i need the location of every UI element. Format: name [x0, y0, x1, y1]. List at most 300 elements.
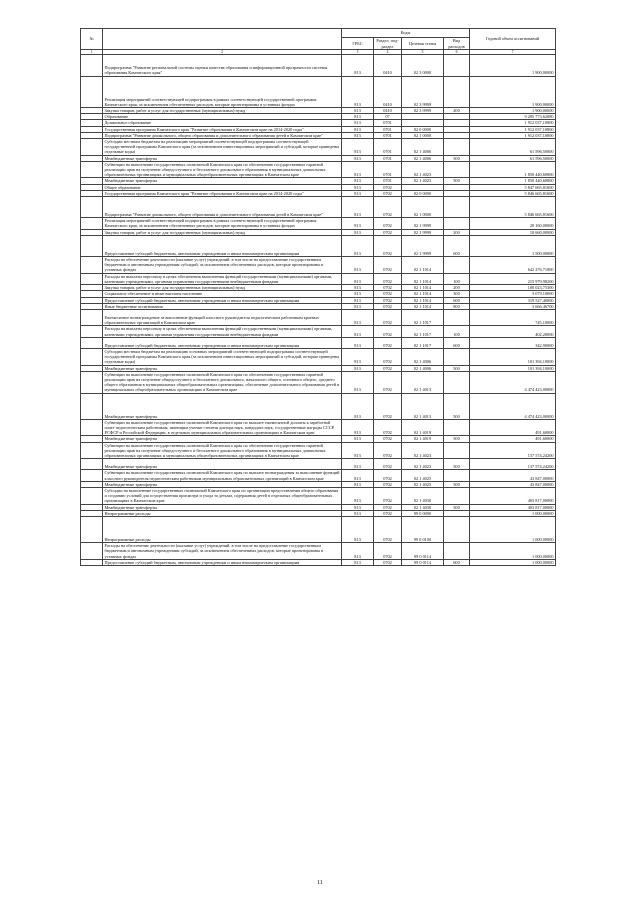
column-number: 7: [470, 50, 556, 55]
row-grbs: 813: [342, 126, 374, 132]
row-amount: 1 850 440,60800: [470, 161, 556, 178]
header-target: Целевая статья: [402, 38, 444, 50]
row-target: 02 3 0000: [402, 55, 444, 76]
row-name: Расходы на обеспечение деятельности (оказание услуг) учреждений, в том числе на предоставление государственным бюджетным и автономным учреждениям субсидий, за исключением обеспеченных расходов, которые проектированы в уставных фондах: [103, 257, 342, 274]
row-amount: 61 596,50000: [470, 155, 556, 161]
row-name: Подпрограмма "Развитие дошкольного, общего образования и дополнительного образования детей в Камчатском крае": [103, 197, 342, 218]
row-expense-type: [444, 487, 470, 504]
row-section: 0701: [374, 139, 402, 156]
row-amount: 4 474 423,00000: [470, 393, 556, 419]
row-number: [81, 487, 103, 504]
row-grbs: 813: [342, 184, 374, 190]
row-name: Субвенции на выполнение государственных полномочий Камчатского края по обеспечению государственных гарантий реализации прав на получение общедоступного и бесплатного дошкольного, начального общего, основного общего, среднего общего образования в муниципальных общеобразовательных организациях, обеспечение дополнительного образования детей в муниципальных общеобразовательных организациях в Камчатском крае: [103, 371, 342, 393]
row-target: 02 1 4019: [402, 419, 444, 436]
row-amount: 342,90000: [470, 337, 556, 348]
row-target: 02 1 0000: [402, 197, 444, 218]
row-amount: 101 394,10000: [470, 365, 556, 371]
row-number: [81, 161, 103, 178]
row-grbs: 813: [342, 559, 374, 565]
row-expense-type: [444, 309, 470, 325]
row-name: Иные бюджетные ассигнования: [103, 303, 342, 309]
row-expense-type: 500: [444, 178, 470, 184]
table-row: [81, 197, 556, 218]
row-section: 0702: [374, 218, 402, 229]
row-expense-type: 800: [444, 303, 470, 309]
row-target: 02 1 9999: [402, 235, 444, 256]
table-row: [81, 419, 556, 436]
row-target: 02 1 1014: [402, 303, 444, 309]
row-name: Закупка товаров, работ и услуг для государственных (муниципальных) нужд: [103, 108, 342, 114]
row-section: 0702: [374, 257, 402, 274]
row-number: [81, 197, 103, 218]
row-target: 02 1 4006: [402, 348, 444, 365]
row-amount: 20 160,00000: [470, 218, 556, 229]
row-section: 0410: [374, 108, 402, 114]
row-target: 02 1 4030: [402, 487, 444, 504]
row-section: 0410: [374, 76, 402, 107]
row-name: Межбюджетные трансферты: [103, 436, 342, 442]
column-number: 6: [444, 50, 470, 55]
row-name: Предоставление субсидий бюджетным, автономным учреждениям и иным некоммерческим организациям: [103, 235, 342, 256]
table-row: [81, 218, 556, 229]
row-expense-type: [444, 419, 470, 436]
row-number: [81, 543, 103, 560]
row-amount: 215 979,98200: [470, 273, 556, 284]
budget-page: [80, 28, 555, 566]
table-row: [81, 348, 556, 365]
row-target: 02 1 1014: [402, 273, 444, 284]
row-target: 02 1 4023: [402, 459, 444, 470]
row-section: 0702: [374, 436, 402, 442]
row-expense-type: 500: [444, 504, 470, 510]
table-row: [81, 309, 556, 325]
row-amount: 1 000,00000: [470, 543, 556, 560]
table-row: [81, 371, 556, 393]
row-grbs: 813: [342, 303, 374, 309]
row-section: 0702: [374, 326, 402, 337]
row-grbs: 813: [342, 470, 374, 481]
row-section: 0702: [374, 559, 402, 565]
row-grbs: 813: [342, 309, 374, 325]
row-target: 02 1 4023: [402, 161, 444, 178]
row-grbs: 813: [342, 190, 374, 196]
row-expense-type: [444, 470, 470, 481]
row-grbs: 813: [342, 365, 374, 371]
row-number: [81, 139, 103, 156]
row-expense-type: 500: [444, 365, 470, 371]
row-target: 02 3 9999: [402, 108, 444, 114]
row-expense-type: 500: [444, 481, 470, 487]
row-grbs: 813: [342, 273, 374, 284]
row-amount: 3 079,10000: [470, 291, 556, 297]
budget-table: [80, 28, 556, 566]
row-expense-type: 500: [444, 393, 470, 419]
row-name: Реализация мероприятий соответствующей подпрограммы в рамках соответствующей государственной программы Камчатского края, за исключением обеспеченных расходов, которые проектированы в уставных фондах: [103, 218, 342, 229]
row-number: [81, 559, 103, 565]
row-name: Субвенции на выполнение государственных полномочий Камчатского края по выплате вознаграждения за выполнение функций классного руководителя педагогическим работникам муниципальных образовательных организаций в Камчатском крае: [103, 470, 342, 481]
row-name: Субсидии местным бюджетам на реализацию мероприятий соответствующей подпрограммы соответствующей государственной программы Камчатского края (за исключением инвестиционных мероприятий и субсидий, которые приведены отдельные коды): [103, 139, 342, 156]
row-section: 0702: [374, 419, 402, 436]
row-name: Субсидии местным бюджетам на реализацию основных мероприятий соответствующей подпрограммы соответствующей государственной программы Камчатского края (за исключением инвестиционных мероприятий и субсидий, которые приведены отдельные коды): [103, 348, 342, 365]
row-section: 0702: [374, 371, 402, 393]
row-name: Предоставление субсидий бюджетным, автономным учреждениям и иным некоммерческим организациям: [103, 559, 342, 565]
row-expense-type: [444, 218, 470, 229]
row-name: Расходы на выплаты персоналу в целях обеспечения выполнения функций государственными (муниципальными) органами, казенными учреждениями, органами управления государственными внебюджетными фондами: [103, 273, 342, 284]
row-name: Межбюджетные трансферты: [103, 504, 342, 510]
row-amount: 1 912 037,10800: [470, 120, 556, 126]
row-grbs: 813: [342, 504, 374, 510]
row-section: 0702: [374, 459, 402, 470]
row-name: Предоставление субсидий бюджетным, автономным учреждениям и иным некоммерческим организациям: [103, 297, 342, 303]
row-number: [81, 273, 103, 284]
row-target: 02 1 9999: [402, 218, 444, 229]
row-name: Закупка товаров, работ и услуг для государственных (муниципальных) нужд: [103, 285, 342, 291]
row-target: 02 1 4023: [402, 442, 444, 459]
row-number: [81, 309, 103, 325]
row-section: 0702: [374, 309, 402, 325]
row-name: Межбюджетные трансферты: [103, 155, 342, 161]
header-num: №: [81, 29, 103, 50]
row-amount: 403 817,00000: [470, 504, 556, 510]
row-section: 0702: [374, 393, 402, 419]
row-section: 0410: [374, 55, 402, 76]
row-grbs: 813: [342, 459, 374, 470]
row-name: Ежемесячное вознаграждение за выполнение функций классного руководителя педагогическим работникам краевых образовательных организаций в Камчатском крае: [103, 309, 342, 325]
row-section: 0702: [374, 303, 402, 309]
row-grbs: 813: [342, 337, 374, 348]
row-target: 02 3 9999: [402, 76, 444, 107]
row-amount: 9 285 773,62080: [470, 114, 556, 120]
row-section: 07: [374, 114, 402, 120]
row-expense-type: 300: [444, 291, 470, 297]
row-grbs: 813: [342, 178, 374, 184]
row-section: 0702: [374, 504, 402, 510]
row-expense-type: [444, 197, 470, 218]
row-section: 0702: [374, 470, 402, 481]
row-target: 99 0 0114: [402, 559, 444, 565]
row-name: Дошкольное образование: [103, 120, 342, 126]
row-target: 02 1 4025: [402, 481, 444, 487]
row-expense-type: 200: [444, 229, 470, 235]
row-name: Межбюджетные трансферты: [103, 393, 342, 419]
row-amount: 1 000,00000: [470, 510, 556, 516]
row-amount: 43 847,00000: [470, 470, 556, 481]
row-name: Межбюджетные трансферты: [103, 481, 342, 487]
row-grbs: 813: [342, 257, 374, 274]
row-grbs: 813: [342, 161, 374, 178]
row-expense-type: 100: [444, 326, 470, 337]
row-grbs: 813: [342, 348, 374, 365]
table-row: [81, 470, 556, 481]
row-expense-type: 600: [444, 337, 470, 348]
row-expense-type: [444, 76, 470, 107]
row-grbs: 813: [342, 120, 374, 126]
row-name: Образование: [103, 114, 342, 120]
row-expense-type: 500: [444, 155, 470, 161]
row-name: Социальное обеспечение и иные выплаты населению: [103, 291, 342, 297]
row-grbs: 813: [342, 291, 374, 297]
row-name: Закупка товаров, работ и услуг для государственных (муниципальных) нужд: [103, 229, 342, 235]
row-amount: 745,10000: [470, 309, 556, 325]
row-section: 0701: [374, 132, 402, 138]
row-section: 0702: [374, 297, 402, 303]
row-grbs: 813: [342, 517, 374, 543]
row-target: 99 0 0000: [402, 510, 444, 516]
table-row: [81, 543, 556, 560]
row-target: 02 1 4006: [402, 365, 444, 371]
row-expense-type: [444, 442, 470, 459]
row-number: [81, 371, 103, 393]
table-row: [81, 559, 556, 565]
row-grbs: 813: [342, 218, 374, 229]
row-name: Субвенции на выполнение государственных полномочий Камчатского края по обеспечению государственных гарантий реализации прав на получение общедоступного и бесплатного дошкольного образования в муниципальных дошкольных образовательных организациях и муниципальных общеобразовательных организациях в Камчатском крае: [103, 442, 342, 459]
header-expense-type: Вид расходов: [444, 38, 470, 50]
row-target: 02 1 4006: [402, 139, 444, 156]
row-expense-type: 500: [444, 459, 470, 470]
header-codes: Коды: [342, 29, 470, 38]
row-amount: 1 000,00000: [470, 559, 556, 565]
row-grbs: 813: [342, 393, 374, 419]
row-target: 02 1 4013: [402, 393, 444, 419]
table-row: [81, 459, 556, 470]
row-amount: 491,60000: [470, 419, 556, 436]
row-target: 99 0 0100: [402, 517, 444, 543]
table-row: [81, 337, 556, 348]
row-grbs: 813: [342, 235, 374, 256]
row-grbs: 813: [342, 419, 374, 436]
row-target: 02 1 4013: [402, 371, 444, 393]
row-expense-type: [444, 348, 470, 365]
row-target: 02 0 0000: [402, 190, 444, 196]
row-target: 99 0 0114: [402, 543, 444, 560]
row-amount: 403 817,00000: [470, 487, 556, 504]
row-name: Государственная программа Камчатского края "Развитие образования в Камчатском крае на 2014-2020 годы": [103, 190, 342, 196]
row-section: 0701: [374, 178, 402, 184]
row-amount: 5 847 665,81600: [470, 184, 556, 190]
row-expense-type: [444, 543, 470, 560]
row-amount: 137 574,24200: [470, 442, 556, 459]
row-grbs: 813: [342, 487, 374, 504]
row-expense-type: 600: [444, 297, 470, 303]
row-amount: 61 596,50000: [470, 139, 556, 156]
row-grbs: 813: [342, 76, 374, 107]
row-amount: 491,60000: [470, 436, 556, 442]
row-expense-type: [444, 55, 470, 76]
row-number: [81, 470, 103, 481]
table-row: [81, 326, 556, 337]
table-row: [81, 76, 556, 107]
row-amount: 4 474 423,00000: [470, 371, 556, 393]
row-grbs: 813: [342, 197, 374, 218]
row-section: 0701: [374, 155, 402, 161]
row-name: Расходы на обеспечение деятельности (оказание услуг) учреждений, в том числе на предоставление государственным бюджетным и автономным учреждениям субсидий, за исключением обеспеченных расходов, которые проектированы в уставных фондах: [103, 543, 342, 560]
row-target: 02 1 4025: [402, 470, 444, 481]
row-expense-type: [444, 517, 470, 543]
row-number: [81, 326, 103, 337]
row-grbs: 813: [342, 371, 374, 393]
row-number: [81, 517, 103, 543]
row-name: Непрограммные расходы: [103, 517, 342, 543]
row-name: Подпрограмма "Развитие дошкольного, общего образования и дополнительного образования детей в Камчатском крае": [103, 132, 342, 138]
row-name: Непрограммные расходы: [103, 510, 342, 516]
table-row: [81, 139, 556, 156]
row-number: [81, 393, 103, 419]
row-target: 02 1 4006: [402, 155, 444, 161]
row-target: 02 1 4023: [402, 178, 444, 184]
row-target: 02 1 1017: [402, 337, 444, 348]
row-amount: 18 660,00000: [470, 229, 556, 235]
column-number: 4: [374, 50, 402, 55]
row-grbs: 813: [342, 285, 374, 291]
row-target: 02 1 1017: [402, 326, 444, 337]
row-amount: 5 846 665,81600: [470, 190, 556, 196]
column-number: 2: [103, 50, 342, 55]
row-number: [81, 459, 103, 470]
table-row: [81, 273, 556, 284]
row-expense-type: 100: [444, 273, 470, 284]
row-section: 0702: [374, 348, 402, 365]
row-grbs: 813: [342, 543, 374, 560]
row-name: Межбюджетные трансферты: [103, 459, 342, 470]
row-amount: 1 912 037,10800: [470, 126, 556, 132]
row-target: 02 1 4030: [402, 504, 444, 510]
row-grbs: 813: [342, 132, 374, 138]
row-amount: 3 666,46700: [470, 303, 556, 309]
table-row: [81, 517, 556, 543]
row-amount: 1 000,00000: [470, 517, 556, 543]
row-amount: 1 900,00000: [470, 76, 556, 107]
row-section: 0702: [374, 229, 402, 235]
row-section: 0702: [374, 543, 402, 560]
header-razdel: Раздел, под-раздел: [374, 38, 402, 50]
row-section: 0702: [374, 273, 402, 284]
header-sum: Годовой объем ассигнований: [470, 29, 556, 50]
table-row: [81, 257, 556, 274]
row-target: 02 1 1014: [402, 297, 444, 303]
column-number: 3: [342, 50, 374, 55]
row-section: 0702: [374, 235, 402, 256]
row-name: Субвенции на выполнение государственных полномочий Камчатского края по выплате ежемесячной доплаты к заработной плате педагогическим работникам, имеющим ученые степени доктора наук, кандидата наук, государственные награды СССР, РСФСР и Российской Федерации, в отдельных муниципальных образовательных организациях в Камчатском крае: [103, 419, 342, 436]
row-expense-type: 200: [444, 108, 470, 114]
row-number: [81, 442, 103, 459]
row-section: 0701: [374, 120, 402, 126]
row-section: 0702: [374, 337, 402, 348]
column-number: 1: [81, 50, 103, 55]
row-grbs: 813: [342, 229, 374, 235]
row-expense-type: 500: [444, 436, 470, 442]
row-amount: 101 394,10000: [470, 348, 556, 365]
row-grbs: 813: [342, 442, 374, 459]
row-number: [81, 76, 103, 107]
row-target: 02 1 1014: [402, 257, 444, 274]
row-section: 0702: [374, 517, 402, 543]
row-expense-type: 600: [444, 235, 470, 256]
row-section: 0702: [374, 510, 402, 516]
column-number: 5: [402, 50, 444, 55]
table-row: [81, 442, 556, 459]
table-row: [81, 487, 556, 504]
row-name: Реализация мероприятий соответствующей подпрограммы в рамках соответствующей государственной программы Камчатского края, за исключением обеспеченных расходов, которые проектированы в уставных фондах: [103, 76, 342, 107]
row-amount: 1 912 037,10800: [470, 132, 556, 138]
row-number: [81, 55, 103, 76]
table-row: [81, 235, 556, 256]
row-number: [81, 337, 103, 348]
row-section: 0702: [374, 365, 402, 371]
row-name: Предоставление субсидий бюджетным, автономным учреждениям и иным некоммерческим организациям: [103, 337, 342, 348]
row-grbs: 813: [342, 297, 374, 303]
row-target: 02 1 0000: [402, 132, 444, 138]
row-target: 02 1 1014: [402, 291, 444, 297]
row-number: [81, 419, 103, 436]
row-expense-type: [444, 257, 470, 274]
row-number: [81, 348, 103, 365]
row-number: [81, 235, 103, 256]
row-target: 02 1 9999: [402, 229, 444, 235]
row-expense-type: [444, 161, 470, 178]
row-section: 0702: [374, 184, 402, 190]
row-amount: 1 850 440,60800: [470, 178, 556, 184]
header-name: [103, 29, 342, 50]
row-expense-type: [444, 139, 470, 156]
row-grbs: 813: [342, 108, 374, 114]
row-grbs: 813: [342, 114, 374, 120]
row-number: [81, 257, 103, 274]
row-section: 0702: [374, 481, 402, 487]
row-name: Государственная программа Камчатского края "Развитие образования в Камчатском крае на 2014-2020 годы": [103, 126, 342, 132]
table-row: [81, 55, 556, 76]
row-amount: 319 527,40000: [470, 297, 556, 303]
row-grbs: 813: [342, 326, 374, 337]
row-name: Расходы на выплаты персоналу в целях обеспечения выполнения функций государственными (муниципальными) органами, казенными учреждениями, органами управления государственными внебюджетными фондами: [103, 326, 342, 337]
row-amount: 1 500,00000: [470, 235, 556, 256]
row-grbs: 813: [342, 55, 374, 76]
row-amount: 137 574,24200: [470, 459, 556, 470]
row-section: 0702: [374, 285, 402, 291]
page-number: 11: [317, 880, 323, 886]
row-name: Межбюджетные трансферты: [103, 365, 342, 371]
row-grbs: 813: [342, 510, 374, 516]
row-amount: 43 847,00000: [470, 481, 556, 487]
row-section: 0702: [374, 442, 402, 459]
row-target: 02 1 1014: [402, 285, 444, 291]
row-expense-type: 200: [444, 285, 470, 291]
row-expense-type: 600: [444, 559, 470, 565]
row-amount: 1 900,00000: [470, 108, 556, 114]
row-name: Субсидии на выполнение государственных полномочий Камчатского края по организации предоставления общего образования и созданию условий для осуществления присмотра и ухода за детьми, содержания детей в отдельных общеобразовательных организациях в Камчатском крае: [103, 487, 342, 504]
row-target: 02 1 4019: [402, 436, 444, 442]
row-target: 02 1 1017: [402, 309, 444, 325]
row-grbs: 813: [342, 436, 374, 442]
row-section: 0702: [374, 197, 402, 218]
row-amount: 1 900,00000: [470, 55, 556, 76]
table-row: [81, 161, 556, 178]
row-grbs: 813: [342, 155, 374, 161]
row-name: Подпрограмма "Развитие региональной системы оценки качества образования и информационной прозрачности системы образования Камчатского края": [103, 55, 342, 76]
row-amount: 100 023,75300: [470, 285, 556, 291]
row-section: 0702: [374, 291, 402, 297]
row-name: Общее образование: [103, 184, 342, 190]
row-number: [81, 218, 103, 229]
row-target: 02 0 0000: [402, 126, 444, 132]
row-section: 0702: [374, 190, 402, 196]
row-grbs: 813: [342, 481, 374, 487]
row-amount: 5 846 665,81600: [470, 197, 556, 218]
row-amount: 402,20000: [470, 326, 556, 337]
row-name: Субвенции на выполнение государственных полномочий Камчатского края по обеспечению государственных гарантий реализации прав на получение общедоступного и бесплатного дошкольного образования в муниципальных дошкольных образовательных организациях и муниципальных общеобразовательных организациях в Камчатском крае: [103, 161, 342, 178]
row-expense-type: [444, 371, 470, 393]
row-amount: 642 276,71800: [470, 257, 556, 274]
row-section: 0702: [374, 487, 402, 504]
